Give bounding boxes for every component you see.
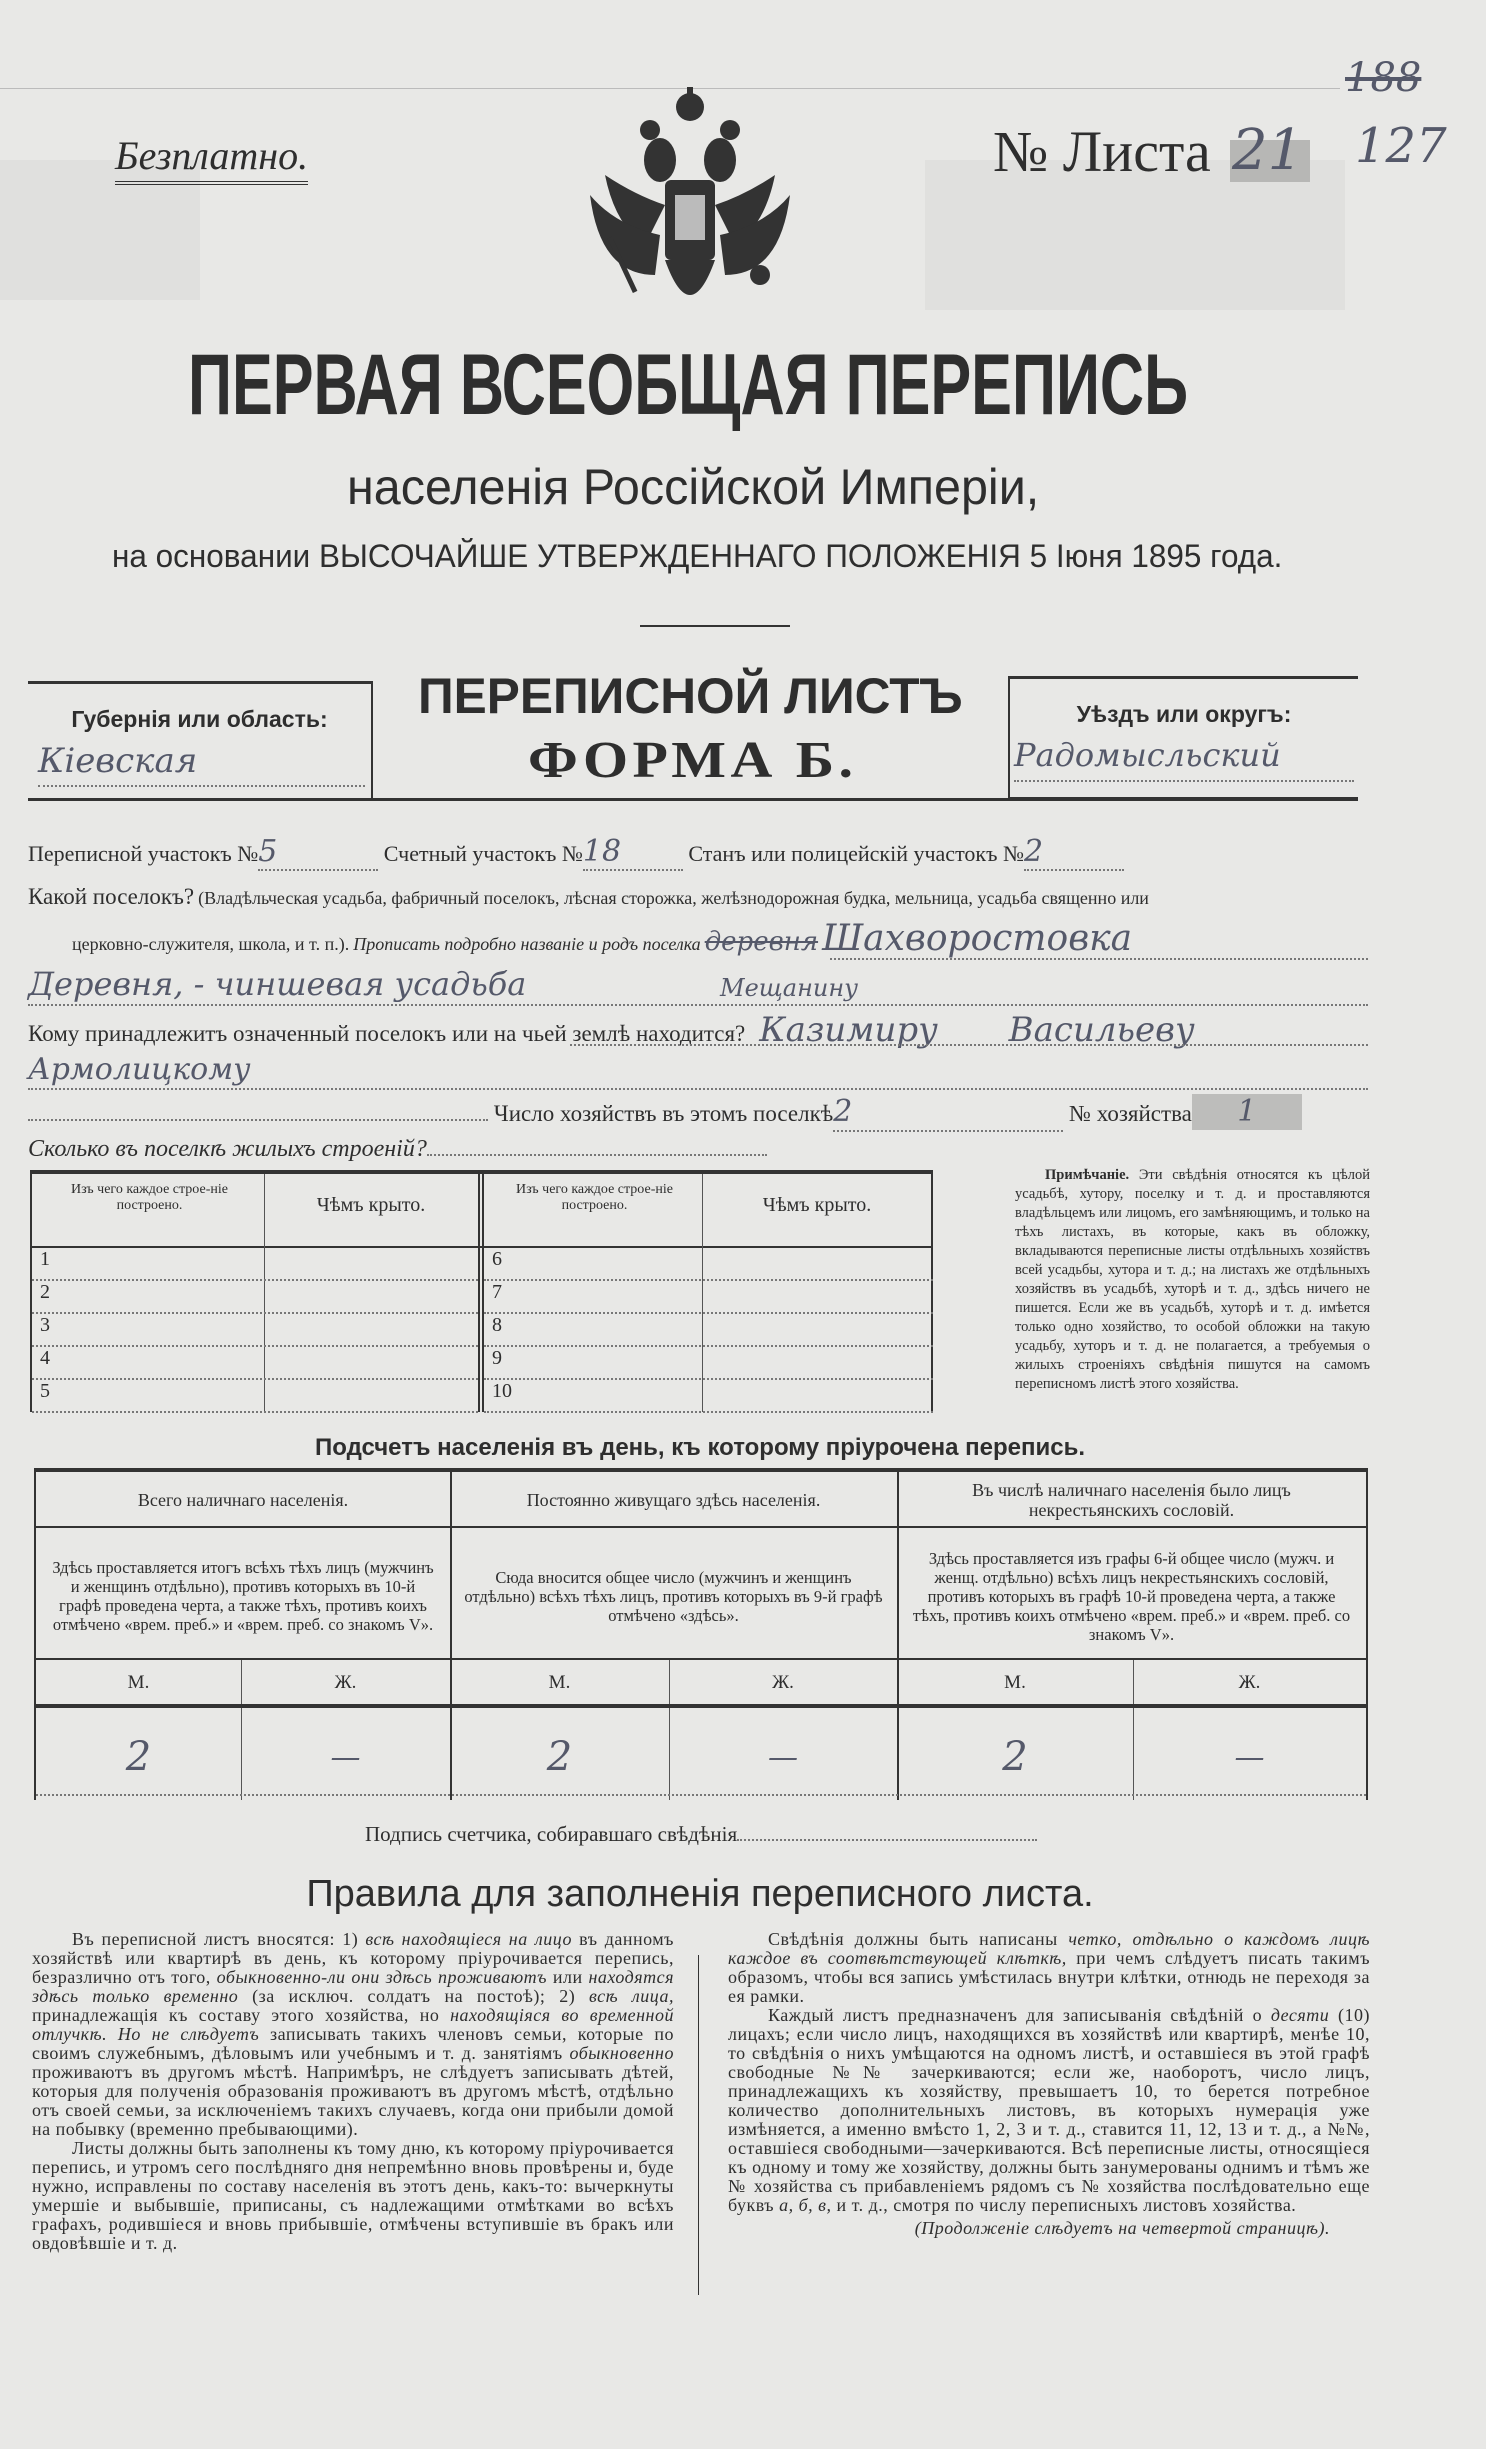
body-text: принадлежащія къ составу этого хозяйства, но [32, 2005, 451, 2025]
female-label: Ж. [772, 1672, 794, 1693]
male-label: М. [548, 1672, 571, 1693]
body-text: Свѣдѣнія должны быть написаны [768, 1929, 1069, 1949]
households-row [28, 1094, 1368, 1130]
table-row[interactable]: 1 [32, 1248, 478, 1281]
district-label: Уѣздъ или округъ: [1076, 701, 1292, 727]
table-row[interactable]: 4 [32, 1347, 478, 1380]
settlement-value-2[interactable]: Деревня, - чиншевая усадьба [28, 965, 527, 1003]
emphasis-text: а, б, в, [779, 2195, 832, 2215]
sheet-title: ПЕРЕПИСНОЙ ЛИСТЪ [418, 668, 963, 724]
emphasis-text: находятся здѣсь только временно [32, 1967, 675, 2006]
settlement-line-2 [28, 1004, 1368, 1006]
emphasis-text: находящіяся во временной отлучкѣ. Но не слѣдуетъ [32, 2005, 674, 2044]
male-count[interactable]: 2 [1002, 1734, 1028, 1780]
emphasis-text: четко, отдѣльно о каждомъ лицѣ каждое въ соотвѣтствующей клѣткѣ, [728, 1929, 1370, 1968]
population-col-title: Всего наличнаго населенія. [137, 1490, 349, 1510]
sheet-number-label: № Листа [993, 119, 1211, 184]
rules-paragraph [32, 1930, 674, 2139]
settlement-value[interactable]: Шахворостовка [822, 918, 1133, 959]
owner-value-above[interactable]: Мещанину [720, 974, 859, 1002]
count-area-value[interactable]: 18 [583, 834, 683, 871]
settlement-label: Какой поселокъ? [28, 884, 195, 909]
province-value[interactable]: Кіевская [38, 741, 365, 787]
settlement-hint-2: церковно-служителя, школа, и т. п.). [72, 934, 350, 954]
buildings-label: Сколько въ поселкѣ жилыхъ строеній? [28, 1136, 427, 1162]
title-wrap [188, 337, 1189, 433]
population-heading: Подсчетъ населенія въ день, къ которому пріурочена перепись. [315, 1434, 1085, 1461]
emphasis-text: всѣ лица, [589, 1986, 675, 2006]
table-row[interactable]: 5 [32, 1380, 478, 1413]
emphasis-text: обыкновенно-ли они здѣсь проживаютъ [216, 1967, 548, 1987]
settlement-instruction: Прописать подробно названіе и родъ поселка [353, 934, 701, 954]
body-text: или [547, 1967, 589, 1987]
male-label: М. [1004, 1672, 1026, 1693]
signature-label: Подпись счетчика, собиравшаго свѣдѣнія [365, 1822, 738, 1846]
rules-left-column [32, 1930, 674, 2253]
rows-left [32, 1248, 478, 1413]
subtitle-wrap [347, 458, 1039, 516]
census-area-value[interactable]: 5 [258, 834, 378, 871]
rows-right [484, 1248, 933, 1413]
sheet-title-wrap [418, 668, 963, 724]
note-text: Эти свѣдѣнія относятся къ цѣлой усадьбѣ, хутору, поселку и т. д. и проставляются владѣльцемъ или лицомъ, его замѣняющимъ, и только на тѣхъ листахъ, въ которые, какъ въ обложку, вкладываются переписные листы отдѣльныхъ хозяйствъ всей усадьбы, хутора и т. д.; на листахъ же отдѣльныхъ хозяйствъ въ усадьбѣ, хуторѣ и т. д., здѣсь ничего не пишется. Если же въ усадьбѣ, хуторѣ и т. д. имѣется только одно хозяйство, то особой обложки на такую усадьбу, хуторъ и т. д. не полагается, а требуемыя о жилыхъ строеніяхъ свѣдѣнія пишутся на самомъ переписномъ листѣ этого хозяйства. [1015, 1167, 1370, 1392]
table-row[interactable]: 2 [32, 1281, 478, 1314]
header-bottom-rule [28, 798, 1358, 801]
settlement-value-struck[interactable]: деревня [704, 927, 819, 957]
household-no-value[interactable]: 1 [1192, 1094, 1302, 1130]
rules-paragraph [32, 2139, 674, 2253]
archive-number-struck: 188 [1345, 55, 1422, 101]
body-text: Каждый листъ предназначенъ для записыванія свѣдѣній о [768, 2005, 1271, 2025]
body-text: записывать такихъ членовъ семьи, которые по своимъ служебнымъ, дѣловымъ или учебнымъ и т. д. занятіямъ [32, 2024, 675, 2063]
buildings-table [30, 1170, 933, 1412]
male-count[interactable]: 2 [125, 1734, 152, 1780]
table-row[interactable]: 7 [484, 1281, 933, 1314]
female-count[interactable]: — [768, 1740, 798, 1775]
households-label: Число хозяйствъ въ этомъ поселкѣ [493, 1101, 834, 1126]
owner-line-2 [28, 1088, 1368, 1090]
district-box [1008, 676, 1358, 800]
emphasis-text: всѣ находящіеся на лицо [365, 1929, 572, 1949]
col-roof-header: Чѣмъ крыто. [316, 1194, 426, 1216]
basis-wrap [112, 538, 1282, 575]
rules-heading: Правила для заполненія переписного листа. [306, 1873, 1094, 1915]
settlement-hint: (Владѣльческая усадьба, фабричный поселокъ, лѣсная сторожка, желѣзнодорожная будка, мельница, усадьба священно или [198, 888, 1149, 908]
male-label: М. [127, 1672, 150, 1693]
body-text: (за исключ. солдатъ на постоѣ); 2) [238, 1986, 590, 2006]
population-col-title: Въ числѣ наличнаго населенія было лицъ некрестьянскихъ сословій. [972, 1480, 1291, 1520]
body-text: при чемъ слѣдуетъ писать такимъ образомъ, чтобы вся запись умѣстилась внутри клѣтки, отнюдь не переходя за ея рамки. [728, 1948, 1371, 2006]
rules-paragraph [728, 1930, 1370, 2006]
buildings-row [28, 1134, 767, 1167]
form-title: ФОРМА Б. [528, 732, 858, 789]
body-text: (10) лицахъ; если число лицъ, находящихся въ хозяйствѣ или квартирѣ, менѣе 10, то свѣдѣнія о нихъ умѣщаются на одномъ листѣ, и оставшіеся въ этой графѣ свободные №№ зачеркиваются; если же, наоборотъ, число лицъ, принадлежащихъ къ хозяйству, превышаетъ 10, то берется потребное количество дополнительныхъ листовъ, въ которыхъ нумерація уже измѣняется, а именно вмѣсто 1, 2, 3 и т. д., ставится 11, 12, 13 и т. д., а №№, оставшіеся свободными—зачеркиваются. Всѣ переписные листы, относящіеся къ одному и тому же хозяйству, должны быть занумерованы однимъ и тѣмъ же № хозяйства съ прибавленіемъ рядомъ съ № хозяйства послѣдовательно еще буквъ [728, 2005, 1370, 2215]
body-text: и т. д., смотря по числу переписныхъ листовъ хозяйства. [831, 2195, 1297, 2215]
households-value[interactable]: 2 [833, 1094, 1063, 1132]
population-col-desc: Здѣсь проставляется изъ графы 6-й общее число (мужч. и женщ. отдѣльно) всѣхъ лицъ некрестьянскихъ сословій, противъ которыхъ въ графѣ 10-й проведена черта, а также тѣхъ, противъ коихъ отмѣчено «врем. преб.» и «врем. преб. со знакомъ V». [912, 1548, 1351, 1644]
female-label: Ж. [334, 1672, 357, 1693]
province-box [28, 681, 373, 799]
owner-value[interactable]: Казимиру Васильеву [759, 1010, 1195, 1050]
population-table [34, 1468, 1368, 1800]
province-label: Губернія или область: [71, 706, 328, 732]
settlement-row [28, 884, 1368, 910]
col-material-header: Изъ чего каждое строе-ніе построено. [71, 1182, 228, 1213]
note-title: Примѣчаніе. [1045, 1167, 1130, 1183]
emphasis-text: десяти [1270, 2005, 1330, 2025]
body-text: Въ переписной листъ вносятся: 1) [72, 1929, 366, 1949]
rules-paragraph [728, 2006, 1370, 2215]
census-subtitle: населенія Россійской Имперіи, [347, 459, 1040, 515]
owner-line [570, 1044, 1368, 1046]
female-count[interactable]: — [1234, 1740, 1265, 1775]
sheet-number-value: 21 [1232, 118, 1304, 183]
body-text: Листы должны быть заполнены къ тому дню, къ которому пріурочивается перепись, и утромъ сего послѣдняго дня непремѣнно вновь провѣрены и, буде нужно, исправлены по составу населенія въ этотъ день, какъ-то: вычеркнуты умершіе и выбывшіе, приписаны, съ надлежащими отмѣтками во всѣхъ графахъ, родившіеся и вновь прибывшіе, отмѣчены вступившіе въ бракъ или овдовѣвшіе и т. д. [32, 2138, 675, 2253]
table-row[interactable]: 8 [484, 1314, 933, 1347]
rules-right-column [728, 1930, 1370, 2238]
table-row[interactable]: 9 [484, 1347, 933, 1380]
body-text: проживаютъ въ другомъ мѣстѣ. Напримѣръ, не слѣдуетъ записывать дѣтей, которыя для полученія образованія проживаютъ въ другомъ мѣстѣ, отдѣльно отъ своей семьи, за исключеніемъ такихъ случаевъ, когда они прибыли домой на побывку (временно пребывающими). [32, 2062, 674, 2139]
population-col-title: Постоянно живущаго здѣсь населенія. [526, 1490, 821, 1510]
table-row[interactable]: 10 [484, 1380, 933, 1413]
table-row[interactable]: 3 [32, 1314, 478, 1347]
column-divider [698, 1955, 699, 2295]
settlement-row-2 [28, 918, 1368, 960]
settlement-line [830, 958, 1368, 960]
col-material-header: Изъ чего каждое строе-ніе построено. [516, 1182, 673, 1213]
legal-basis-line: на основании ВЫСОЧАЙШЕ УТВЕРЖДЕННАГО ПОЛОЖЕНІЯ 5 Іюня 1895 года. [112, 538, 1283, 574]
household-no-label: № хозяйства [1069, 1101, 1192, 1126]
census-area-label: Переписной участокъ № [28, 841, 259, 866]
note [1015, 1166, 1370, 1394]
count-area-label: Счетный участокъ № [383, 841, 583, 866]
census-title: ПЕРВАЯ ВСЕОБЩАЯ ПЕРЕПИСЬ [188, 337, 1189, 433]
double-headed-eagle-emblem [585, 85, 795, 330]
population-col-desc: Сюда вносится общее число (мужчинъ и женщинъ отдѣльно) всѣхъ тѣхъ лицъ, противъ которыхъ въ 9-й графѣ отмѣчено «здѣсь». [464, 1567, 883, 1625]
free-label: Безплатно. [115, 132, 308, 185]
female-count[interactable]: — [330, 1740, 361, 1775]
area-fields-row [28, 834, 1124, 871]
male-count[interactable]: 2 [546, 1734, 573, 1780]
form-title-wrap [528, 732, 858, 790]
archive-number: 127 [1355, 118, 1447, 174]
body-text: въ данномъ хозяйствѣ или квартирѣ въ день, къ которому пріурочивается перепись, безразлично отъ того, [32, 1929, 674, 1987]
signature-row [365, 1822, 1037, 1847]
police-area-value[interactable]: 2 [1024, 834, 1124, 871]
owner-label: Кому принадлежитъ означенный поселокъ или на чьей землѣ находится? [28, 1021, 746, 1046]
table-row[interactable]: 6 [484, 1248, 933, 1281]
owner-value-2[interactable]: Армолицкому [28, 1052, 251, 1087]
signature-field[interactable] [737, 1839, 1037, 1841]
female-label: Ж. [1238, 1672, 1261, 1693]
col-roof-header: Чѣмъ крыто. [762, 1194, 872, 1216]
emphasis-text: обыкновенно [569, 2043, 674, 2063]
population-col-desc: Здѣсь проставляется итогъ всѣхъ тѣхъ лицъ (мужчинъ и женщинъ отдѣльно), противъ которыхъ въ 10-й графѣ проведена черта, а также тѣхъ, противъ коихъ отмѣчено «врем. преб.» и «врем. преб. со знакомъ V». [52, 1558, 434, 1634]
police-area-label: Станъ или полицейскій участокъ № [688, 841, 1024, 866]
divider [640, 625, 790, 627]
continued-note: (Продолженіе слѣдуетъ на четвертой страницѣ). [914, 2218, 1330, 2238]
district-value[interactable]: Радомысльский [1014, 736, 1354, 782]
